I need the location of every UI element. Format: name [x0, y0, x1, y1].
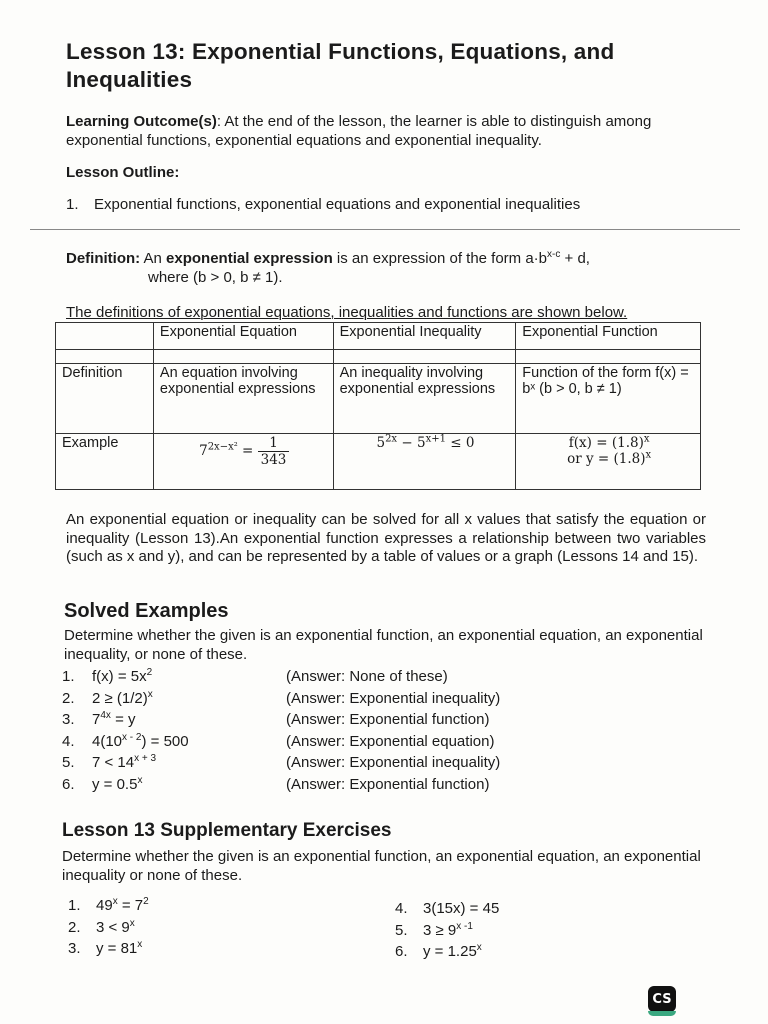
- function-line: [522, 451, 696, 467]
- lesson-title: Lesson 13: Exponential Functions, Equations, and Inequalities: [66, 39, 615, 92]
- cell-function-example: [516, 434, 701, 490]
- section-divider: [30, 229, 740, 230]
- eq-exponent: 2x−x²: [207, 441, 238, 453]
- cell-inequality-example: [333, 434, 516, 490]
- item-number: 3.: [68, 940, 81, 957]
- table-row-example: [56, 434, 701, 490]
- function-text: or y = (1.8): [567, 451, 646, 467]
- item-answer: (Answer: Exponential inequality): [286, 689, 501, 707]
- outline-heading: Lesson Outline:: [66, 164, 180, 181]
- item-question: $y = 1.25^x$: [423, 942, 482, 960]
- item-question: $7 < 14^{x + 3}$: [92, 753, 157, 771]
- table-header-empty: [56, 323, 154, 350]
- item-number: 1.: [68, 897, 81, 914]
- outline-item: [66, 196, 580, 213]
- list-item: [68, 895, 149, 917]
- item-question: $f(x) = 5x^2$: [92, 667, 153, 685]
- eq-equals: =: [237, 443, 258, 459]
- list-item: [62, 666, 622, 688]
- table-row-definition: [56, 364, 701, 434]
- item-question: $7^{4x} = y$: [92, 710, 136, 728]
- outcome-label: Learning Outcome(s): [66, 113, 217, 130]
- list-item: [68, 917, 149, 939]
- exercise-column-right: [395, 898, 499, 963]
- supplementary-instructions: Determine whether the given is an exponential function, an exponential equation, an exponential inequality or none of these.: [62, 848, 701, 884]
- table-spacer-row: [56, 350, 701, 364]
- fraction-numerator: 1: [258, 435, 290, 452]
- definition-exponent: x-c: [547, 249, 561, 260]
- definition-block: [66, 249, 726, 287]
- list-item: [68, 938, 149, 960]
- row-label: Definition: [56, 364, 154, 434]
- item-question: $2 \ge (1/2)^x$: [92, 688, 153, 707]
- cell-inequality-definition: An inequality involving exponential expressions: [333, 364, 516, 434]
- summary-paragraph: An exponential equation or inequality can be solved for all x values that satisfy the equation or inequality (Lesson 13).An exponential function expresses a relationship between two variables (such as x and y), and can be represented by a table of values or a graph (Lessons 14 and 15).: [66, 511, 706, 565]
- function-exponent: x: [645, 449, 652, 461]
- definition-condition: where (b > 0, b ≠ 1).: [148, 269, 283, 286]
- list-item: [395, 920, 499, 942]
- item-question: $3 < 9^x$: [96, 917, 135, 936]
- item-number: 6.: [62, 775, 75, 793]
- camscanner-logo-icon: CS: [648, 986, 676, 1012]
- item-answer: (Answer: Exponential function): [286, 711, 490, 728]
- item-number: 4.: [395, 900, 408, 917]
- row-label: Example: [56, 434, 154, 490]
- supplementary-heading: Lesson 13 Supplementary Exercises: [62, 820, 392, 841]
- solved-examples-list: [62, 666, 622, 795]
- definition-text: is an expression of the form a·b: [332, 250, 548, 267]
- item-number: 1.: [62, 668, 75, 685]
- definition-label: Definition:: [66, 250, 141, 267]
- item-question: $4(10^{x - 2}) = 500$: [92, 731, 189, 750]
- ineq-exponent: 2x: [385, 433, 398, 445]
- item-question: $y = 0.5^x$: [92, 774, 143, 793]
- item-question: $3 \ge 9^{x -1}$: [423, 920, 473, 939]
- list-item: [62, 731, 622, 753]
- ineq-exponent: x+1: [425, 433, 446, 445]
- outline-item-text: Exponential functions, exponential equations and exponential inequalities: [94, 196, 581, 213]
- function-line: [522, 435, 696, 451]
- definition-text: An: [140, 250, 167, 267]
- solved-examples-heading: Solved Examples: [64, 600, 229, 622]
- item-number: 4.: [62, 732, 75, 750]
- list-item: [62, 774, 622, 796]
- cell-function-definition: Function of the form f(x) = bˣ (b > 0, b ≠ 1): [516, 364, 701, 434]
- item-number: 5.: [62, 754, 75, 771]
- item-answer: (Answer: None of these): [286, 668, 448, 685]
- ineq-end: ≤ 0: [445, 435, 475, 451]
- item-answer: (Answer: Exponential equation): [286, 732, 495, 750]
- table-header-function: Exponential Function: [516, 323, 701, 350]
- item-number: 5.: [395, 921, 408, 939]
- cell-equation-definition: An equation involving exponential expressions: [153, 364, 333, 434]
- list-item: [395, 941, 499, 963]
- item-answer: (Answer: Exponential function): [286, 775, 490, 793]
- item-question: $49^x = 7^2$: [96, 896, 149, 914]
- list-item: [62, 688, 622, 710]
- definition-text: + d,: [560, 250, 590, 267]
- table-header-equation: Exponential Equation: [153, 323, 333, 350]
- table-header-row: [56, 323, 701, 350]
- item-answer: (Answer: Exponential inequality): [286, 754, 501, 771]
- solved-instructions: Determine whether the given is an exponential function, an exponential equation, an exponential inequality, or none of these.: [64, 627, 703, 663]
- item-number: 6.: [395, 943, 408, 960]
- item-question: $y = 81^x$: [96, 939, 143, 957]
- function-exponent: x: [643, 433, 650, 445]
- learning-outcome: [66, 112, 716, 150]
- outline-item-number: 1.: [66, 196, 79, 213]
- ineq-base: 5: [376, 435, 386, 451]
- definitions-table: [55, 322, 701, 490]
- item-number: 3.: [62, 711, 75, 728]
- list-item: [62, 709, 622, 731]
- list-item: [62, 752, 622, 774]
- exercise-column-left: [68, 895, 149, 960]
- table-header-inequality: Exponential Inequality: [333, 323, 516, 350]
- definition-term: exponential expression: [166, 250, 333, 267]
- cell-equation-example: [153, 434, 333, 490]
- eq-base: 7: [199, 443, 208, 459]
- item-question: 3(15x) = 45: [423, 900, 500, 917]
- fraction-denominator: 343: [260, 452, 287, 468]
- eq-fraction: [258, 435, 290, 468]
- outcome-text: : At the end of the lesson, the learner is able to distinguish among exponential functions, exponential equations and exponential inequality.: [66, 113, 652, 149]
- function-text: f(x) = (1.8): [568, 435, 644, 451]
- list-item: [395, 898, 499, 920]
- item-number: 2.: [62, 689, 75, 707]
- ineq-mid: − 5: [397, 435, 426, 451]
- table-intro: The definitions of exponential equations, inequalities and functions are shown below.: [66, 304, 628, 321]
- item-number: 2.: [68, 918, 81, 936]
